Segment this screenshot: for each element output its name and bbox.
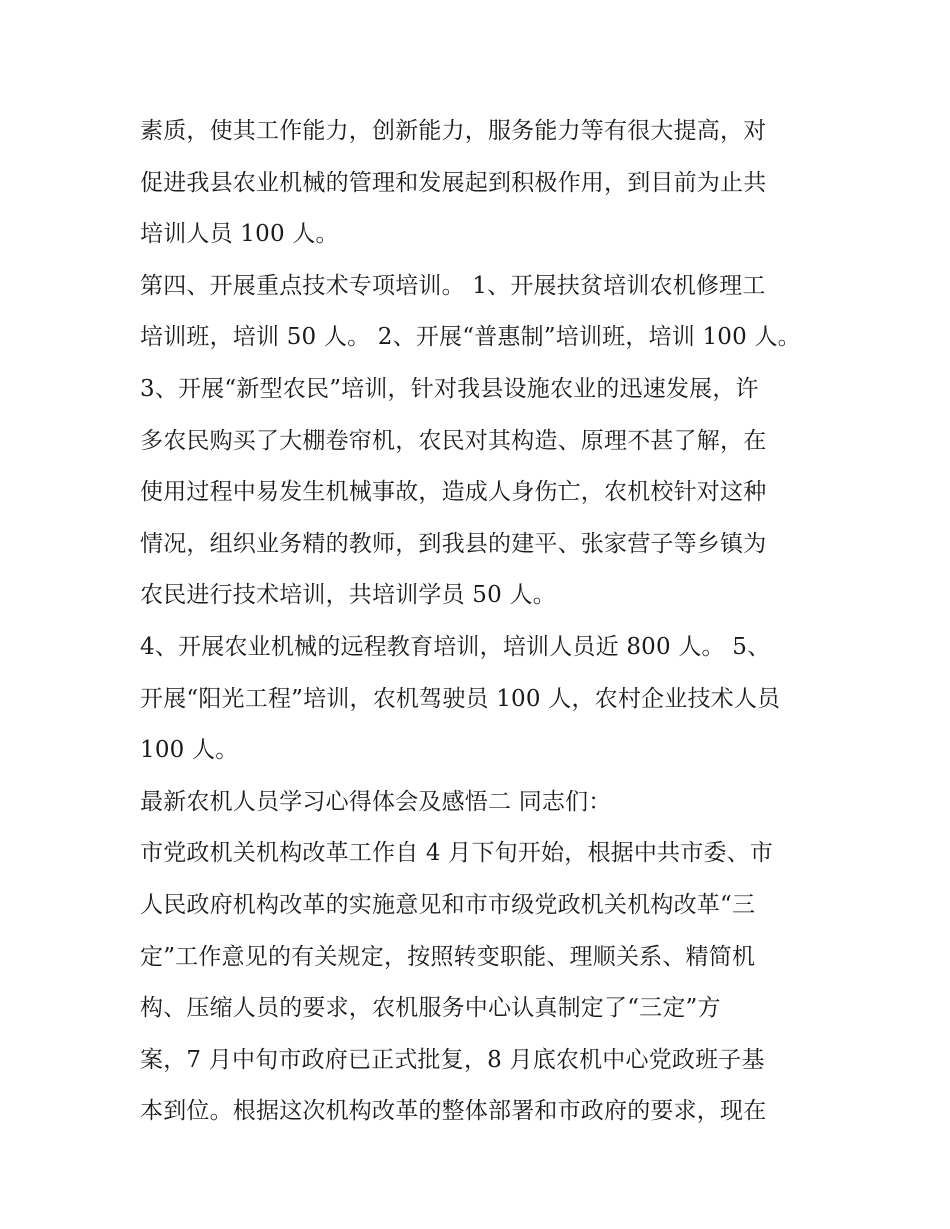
text-line: 多农民购买了大棚卷帘机，农民对其构造、原理不甚了解，在 [140, 427, 767, 454]
document-body [140, 106, 830, 1138]
text-line: 培训班，培训 50 人。 2、开展“普惠制”培训班，培训 100 人。 [140, 324, 801, 351]
text-line: 使用过程中易发生机械事故，造成人身伤亡，农机校针对这种 [140, 479, 767, 506]
text-line: 开展“阳光工程”培训，农机驾驶员 100 人，农村企业技术人员 [140, 685, 781, 712]
text-line: 案，7 月中旬市政府已正式批复，8 月底农机中心党政班子基 [140, 1046, 765, 1073]
text-line: 人民政府机构改革的实施意见和市市级党政机关机构改革“三 [140, 891, 756, 918]
text-line: 情况，组织业务精的教师，到我县的建平、张家营子等乡镇为 [140, 530, 767, 557]
text-line: 本到位。根据这次机构改革的整体部署和市政府的要求，现在 [140, 1098, 767, 1125]
text-line: 3、开展“新型农民”培训，针对我县设施农业的迅速发展，许 [140, 375, 759, 402]
text-line: 4、开展农业机械的远程教育培训，培训人员近 800 人。 5、 [140, 633, 771, 660]
text-line: 100 人。 [140, 737, 239, 764]
text-line: 定”工作意见的有关规定，按照转变职能、理顺关系、精简机 [140, 943, 756, 970]
text-line: 素质，使其工作能力，创新能力，服务能力等有很大提高，对 [140, 118, 767, 144]
section-heading-line: 最新农机人员学习心得体会及感悟二 同志们： [140, 788, 612, 815]
text-line: 农民进行技术培训，共培训学员 50 人。 [140, 582, 556, 609]
text-line: 培训人员 100 人。 [140, 221, 339, 248]
text-line: 构、压缩人员的要求，农机服务中心认真制定了“三定”方 [140, 995, 721, 1022]
text-line: 第四、开展重点技术专项培训。 1、开展扶贫培训农机修理工 [140, 272, 766, 299]
text-line: 促进我县农业机械的管理和发展起到积极作用，到目前为止共 [140, 169, 767, 196]
text-line: 市党政机关机构改革工作自 4 月下旬开始，根据中共市委、市 [140, 840, 774, 867]
